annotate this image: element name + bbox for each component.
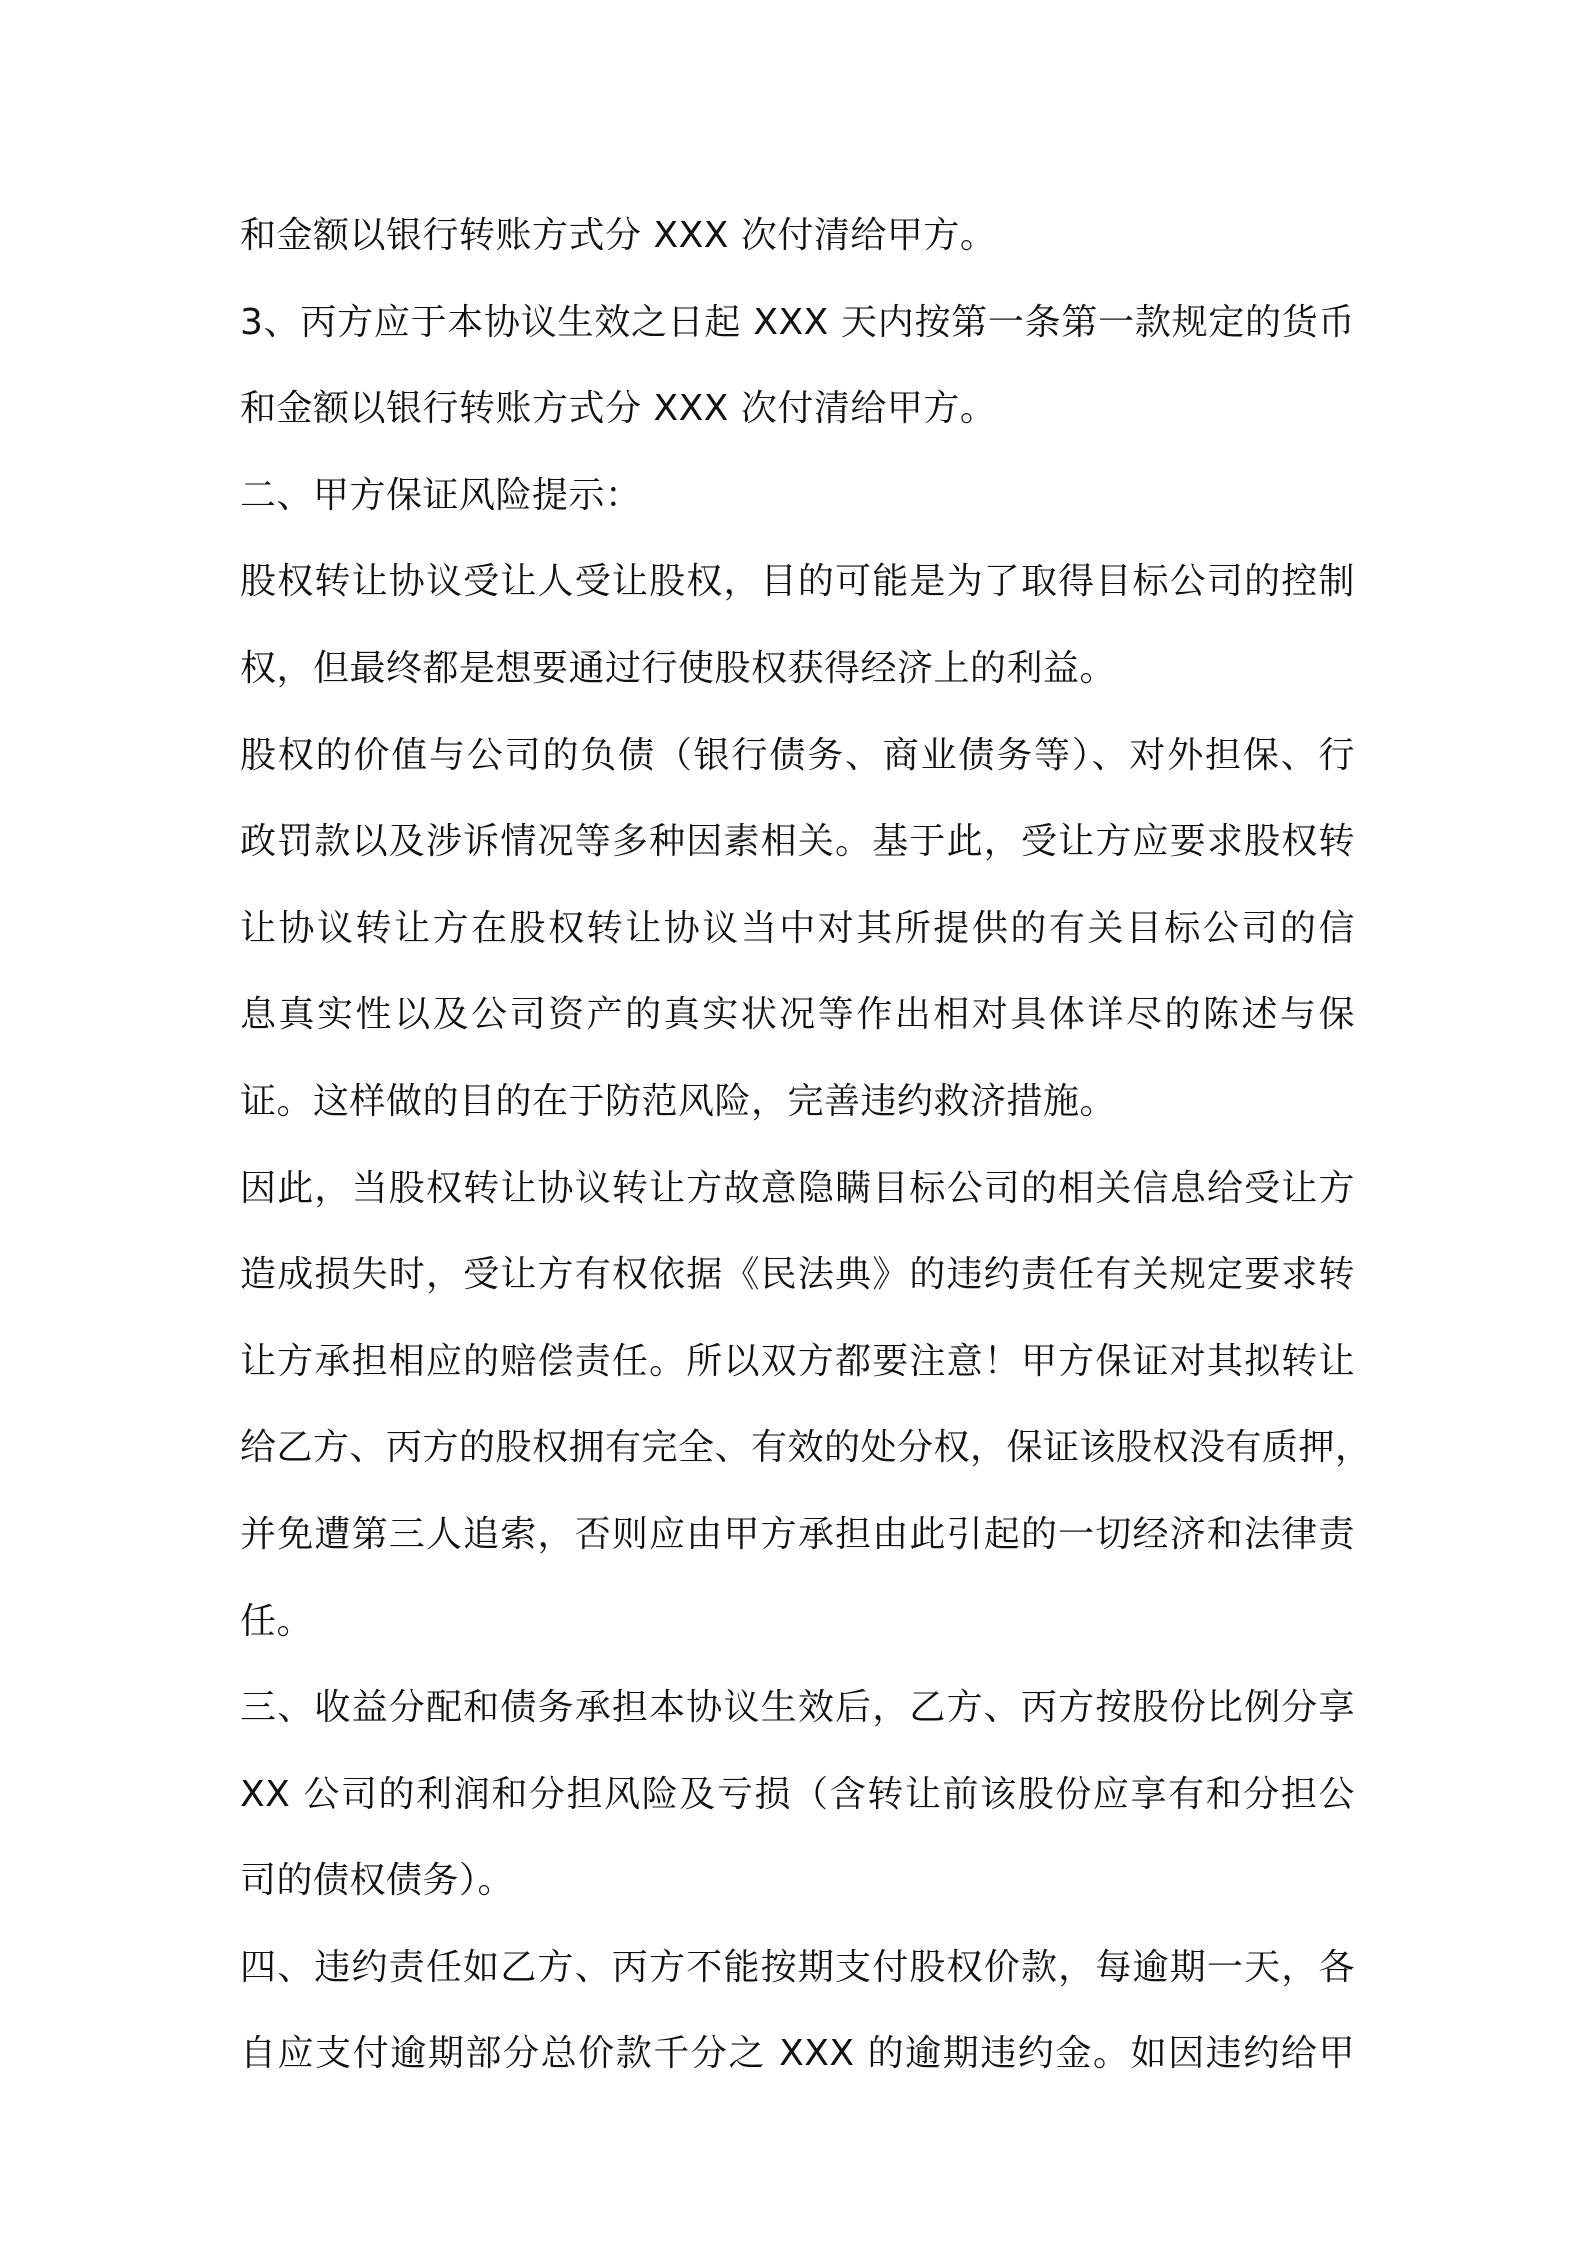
section-heading: 四、违约责任如乙方、丙方不能按期支付股权价款，每逾期一天，各 bbox=[240, 1946, 1355, 1988]
text-line: 政罚款以及涉诉情况等多种因素相关。基于此，受让方应要求股权转 bbox=[240, 821, 1355, 863]
text-line: 和金额以银行转账方式分 XXX 次付清给甲方。 bbox=[240, 215, 997, 256]
section-heading: 三、收益分配和债务承担本协议生效后，乙方、丙方按股份比例分享 bbox=[240, 1687, 1355, 1729]
text-line: 让协议转让方在股权转让协议当中对其所提供的有关目标公司的信 bbox=[240, 907, 1355, 949]
text-line: 权，但最终都是想要通过行使股权获得经济上的利益。 bbox=[240, 647, 1117, 689]
text-line: 给乙方、丙方的股权拥有完全、有效的处分权，保证该股权没有质押， bbox=[240, 1427, 1372, 1469]
text-line: 证。这样做的目的在于防范风险，完善违约救济措施。 bbox=[240, 1080, 1117, 1122]
text-line: 息真实性以及公司资产的真实状况等作出相对具体详尽的陈述与保 bbox=[240, 994, 1355, 1036]
section-heading: 二、甲方保证风险提示： bbox=[240, 474, 642, 516]
text-line: 股权的价值与公司的负债（银行债务、商业债务等）、对外担保、行 bbox=[240, 734, 1355, 776]
text-line: 因此，当股权转让协议转让方故意隐瞒目标公司的相关信息给受让方 bbox=[240, 1167, 1355, 1209]
text-line: 让方承担相应的赔偿责任。所以双方都要注意！甲方保证对其拟转让 bbox=[240, 1340, 1355, 1382]
text-line: 自应支付逾期部分总价款千分之 XXX 的逾期违约金。如因违约给甲 bbox=[240, 2033, 1355, 2075]
text-line: 造成损失时，受让方有权依据《民法典》的违约责任有关规定要求转 bbox=[240, 1254, 1355, 1296]
text-line: 3、丙方应于本协议生效之日起 XXX 天内按第一条第一款规定的货币 bbox=[240, 301, 1355, 343]
text-line: 和金额以银行转账方式分 XXX 次付清给甲方。 bbox=[240, 388, 997, 430]
document-body bbox=[240, 193, 1372, 2098]
text-line: 任。 bbox=[240, 1600, 314, 1642]
text-line: 并免遭第三人追索，否则应由甲方承担由此引起的一切经济和法律责 bbox=[240, 1513, 1355, 1555]
text-line: XX 公司的利润和分担风险及亏损（含转让前该股份应享有和分担公 bbox=[240, 1773, 1355, 1815]
text-line: 股权转让协议受让人受让股权，目的可能是为了取得目标公司的控制 bbox=[240, 561, 1355, 603]
text-line: 司的债权债务）。 bbox=[240, 1860, 515, 1902]
